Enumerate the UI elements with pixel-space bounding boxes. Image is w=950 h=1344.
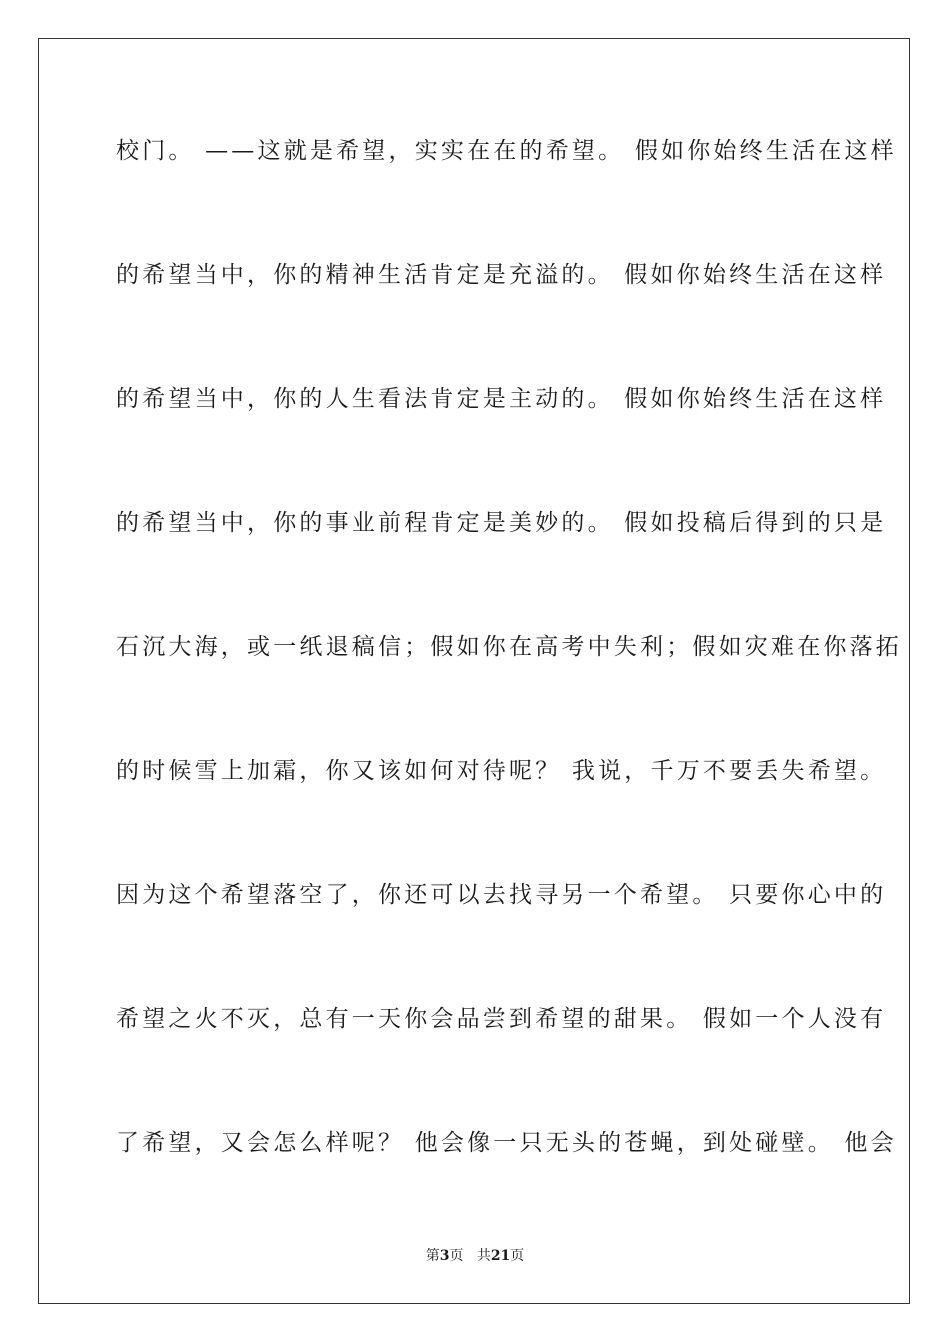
body-text-line: 校门。 ——这就是希望，实实在在的希望。 假如你始终生活在这样: [116, 138, 897, 164]
page-number: 3: [439, 1248, 450, 1264]
body-text-line: 希望之火不灭，总有一天你会品尝到希望的甜果。 假如一个人没有: [116, 1006, 887, 1032]
page-suffix: 页: [449, 1248, 464, 1264]
page-prefix: 第: [425, 1248, 440, 1264]
body-text-line: 的时候雪上加霜，你又该如何对待呢？ 我说，千万不要丢失希望。: [116, 758, 887, 784]
body-text-line: 因为这个希望落空了，你还可以去找寻另一个希望。 只要你心中的: [116, 882, 887, 908]
body-text-line: 的希望当中，你的人生看法肯定是主动的。 假如你始终生活在这样: [116, 386, 887, 412]
body-text-line: 的希望当中，你的事业前程肯定是美妙的。 假如投稿后得到的只是: [116, 510, 887, 536]
total-prefix: 共: [476, 1248, 491, 1264]
body-text-line: 石沉大海，或一纸退稿信；假如你在高考中失利；假如灾难在你落拓: [116, 634, 902, 660]
total-pages: 21: [490, 1248, 511, 1264]
page-border: [38, 38, 910, 1304]
page-footer: [0, 1246, 950, 1266]
body-text-line: 了希望，又会怎么样呢？ 他会像一只无头的苍蝇，到处碰壁。 他会: [116, 1130, 897, 1156]
total-suffix: 页: [510, 1248, 525, 1264]
body-text-line: 的希望当中，你的精神生活肯定是充溢的。 假如你始终生活在这样: [116, 262, 887, 288]
